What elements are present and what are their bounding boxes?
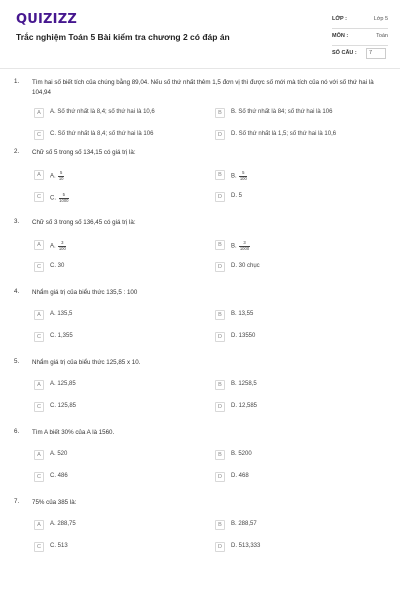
option-value: 468 [238,473,249,479]
answer-option-b[interactable] [215,170,385,182]
quizizz-logo[interactable]: QUIZIZZ [16,12,77,27]
option-value: 30 [57,263,65,269]
fraction-denominator: 100 [58,245,66,251]
option-prefix: D. [231,193,239,199]
option-value: 13,55 [238,311,254,317]
option-letter-box: A [34,520,44,530]
option-text [231,333,255,339]
option-prefix: B. [231,311,239,317]
option-letter-box: C [34,130,44,140]
option-text [231,131,336,137]
fraction-numerator: 5 [60,170,63,175]
question-number: 4. [14,288,20,295]
option-prefix: A. [50,521,58,527]
option-value: Số thứ nhất là 84; số thứ hai là 106 [238,109,333,115]
meta-row-question-count [332,46,388,62]
option-letter-box: B [215,380,225,390]
option-letter-box: C [34,332,44,342]
option-prefix: D. [231,543,239,549]
fraction-denominator: 1000 [59,197,69,203]
option-value: Số thứ nhất là 8,4; số thứ hai là 106 [57,131,154,137]
meta-row-subject [332,29,388,46]
option-text [50,381,76,387]
option-prefix: C. [50,131,58,137]
option-value: 513 [57,543,68,549]
option-text [231,473,249,479]
option-prefix: C. [50,195,58,202]
option-value: 520 [57,451,68,457]
option-text [50,473,68,479]
option-fraction [59,193,69,203]
option-letter-box: D [215,130,225,140]
meta-value: Toán [376,33,388,39]
option-letter-box: B [215,310,225,320]
answer-option-c[interactable] [34,130,204,142]
option-value: 288,57 [238,521,257,527]
option-letter-box: D [215,402,225,412]
option-value: 125,85 [57,403,77,409]
option-text [50,263,64,269]
option-text [231,403,257,409]
option-value: 135,5 [57,311,73,317]
option-value: 288,75 [57,521,76,527]
option-letter-box: C [34,192,44,202]
option-fraction [239,241,249,251]
option-value: 513,333 [238,543,261,549]
question-text: Tìm A biết 30% của A là 1560. [32,429,115,436]
option-text [50,543,68,549]
answer-option-c[interactable] [34,262,204,274]
option-text [231,109,332,115]
option-text [231,521,257,527]
option-text [231,311,253,317]
question-number: 2. [14,148,20,155]
fraction-denominator: 1000 [239,245,250,251]
question-number: 1. [14,78,20,85]
option-letter-box: B [215,108,225,118]
option-prefix: A. [50,173,58,180]
question-item [0,428,400,498]
fraction-numerator: 3 [58,241,66,247]
option-prefix: D. [231,131,239,137]
question-item [0,498,400,568]
question-item [0,218,400,288]
question-item [0,148,400,218]
option-prefix: B. [231,451,239,457]
option-prefix: A. [50,311,58,317]
answer-option-b[interactable] [215,380,385,392]
question-text: Chữ số 3 trong số 136,45 có giá trị là: [32,219,136,226]
answer-option-b[interactable] [215,450,385,462]
option-prefix: B. [231,381,239,387]
option-text [50,451,67,457]
option-text [50,131,153,137]
question-item [0,358,400,428]
question-list [0,78,400,568]
answer-option-b[interactable] [215,310,385,322]
option-prefix: A. [50,451,58,457]
option-text [50,241,66,251]
answer-option-c[interactable] [34,402,204,414]
answer-option-d[interactable] [215,262,385,274]
option-value: 486 [57,473,68,479]
option-prefix: D. [231,263,239,269]
answer-option-c[interactable] [34,472,204,484]
option-letter-box: A [34,310,44,320]
option-text [50,109,155,115]
answer-option-b[interactable] [215,520,385,532]
meta-row-class [332,12,388,29]
answer-option-c[interactable] [34,192,204,204]
option-letter-box: A [34,108,44,118]
option-fraction [239,171,247,181]
option-prefix: B. [231,521,239,527]
option-text [231,263,260,269]
answer-option-a[interactable] [34,108,204,120]
question-text: 75% của 385 là: [32,499,77,506]
question-number: 3. [14,218,20,225]
option-letter-box: A [34,380,44,390]
option-text [231,241,250,251]
option-text [50,521,76,527]
option-letter-box: A [34,170,44,180]
option-letter-box: D [215,332,225,342]
option-prefix: A. [50,381,58,387]
fraction-denominator: 100 [239,175,247,181]
option-text [231,451,252,457]
meta-label: MÔN : [332,33,349,39]
answer-option-d[interactable] [215,402,385,414]
option-prefix: D. [231,473,239,479]
question-text: Tìm hai số biết tích của chúng bằng 89,04. Nếu số thứ nhất thêm 1,5 đơn vị thì được số mới mà tích của nó với số thứ hai là 104,94 [32,79,374,96]
answer-option-d[interactable] [215,332,385,344]
option-value: 5 [238,193,243,199]
option-prefix: C. [50,473,58,479]
option-fraction [58,241,66,251]
meta-label: LỚP : [332,16,347,22]
option-letter-box: A [34,450,44,460]
fraction-numerator: 5 [59,193,69,199]
option-prefix: B. [231,109,239,115]
option-fraction [58,171,64,181]
option-letter-box: D [215,262,225,272]
option-prefix: D. [231,403,239,409]
option-prefix: A. [50,243,58,250]
option-text [50,333,73,339]
option-value: 30 chục [238,263,260,269]
answer-option-a[interactable] [34,240,204,252]
answer-option-d[interactable] [215,472,385,484]
question-count-box: 7 [366,48,386,59]
option-letter-box: B [215,450,225,460]
option-text [50,403,76,409]
option-letter-box: B [215,240,225,250]
answer-option-a[interactable] [34,170,204,182]
question-number: 5. [14,358,20,365]
question-text: Nhẩm giá trị của biểu thức 125,85 x 10. [32,359,141,366]
option-value: 1258,5 [238,381,257,387]
option-prefix: A. [50,109,58,115]
option-prefix: B. [231,243,239,250]
answer-option-a[interactable] [34,450,204,462]
option-letter-box: C [34,262,44,272]
question-item [0,78,400,148]
option-value: 1,355 [57,333,73,339]
option-text [231,381,257,387]
option-prefix: C. [50,403,58,409]
option-letter-box: D [215,192,225,202]
question-number: 6. [14,428,20,435]
option-prefix: B. [231,173,239,180]
fraction-numerator: 3 [239,241,249,247]
option-value: 5200 [238,451,252,457]
answer-option-a[interactable] [34,520,204,532]
option-letter-box: A [34,240,44,250]
worksheet-meta [332,12,388,62]
option-text [231,171,247,181]
answer-option-d[interactable] [215,542,385,554]
worksheet-title: Trắc nghiệm Toán 5 Bài kiểm tra chương 2 có đáp án [16,32,230,42]
option-prefix: C. [50,333,58,339]
option-text [50,311,72,317]
option-prefix: C. [50,543,58,549]
fraction-numerator: 5 [239,171,247,177]
meta-label: SỐ CÂU : [332,50,357,56]
answer-option-c[interactable] [34,332,204,344]
question-item [0,288,400,358]
option-value: 12,585 [238,403,258,409]
option-prefix: C. [50,263,58,269]
option-value: 125,85 [57,381,76,387]
option-letter-box: B [215,520,225,530]
answer-option-a[interactable] [34,310,204,322]
answer-option-c[interactable] [34,542,204,554]
option-letter-box: C [34,542,44,552]
header-divider [0,68,400,69]
option-letter-box: C [34,402,44,412]
option-letter-box: D [215,542,225,552]
answer-option-d[interactable] [215,130,385,142]
option-text [231,543,260,549]
answer-option-a[interactable] [34,380,204,392]
option-value: 13550 [238,333,256,339]
question-text: Chữ số 5 trong số 134,15 có giá trị là: [32,149,136,156]
option-letter-box: B [215,170,225,180]
option-value: Số thứ nhất là 8,4; số thứ hai là 10,6 [57,109,155,115]
answer-option-b[interactable] [215,108,385,120]
option-text [231,193,242,199]
answer-option-d[interactable] [215,192,385,204]
answer-option-b[interactable] [215,240,385,252]
fraction-denominator: 10 [58,175,64,181]
option-value: Số thứ nhất là 1,5; số thứ hai là 10,6 [238,131,337,137]
option-letter-box: D [215,472,225,482]
question-number: 7. [14,498,20,505]
option-text [50,193,69,203]
option-text [50,171,64,181]
option-letter-box: C [34,472,44,482]
worksheet-header [0,0,400,70]
question-text: Nhẩm giá trị của biểu thức 135,5 : 100 [32,289,138,296]
option-prefix: D. [231,333,239,339]
meta-value: Lớp 5 [373,16,388,22]
